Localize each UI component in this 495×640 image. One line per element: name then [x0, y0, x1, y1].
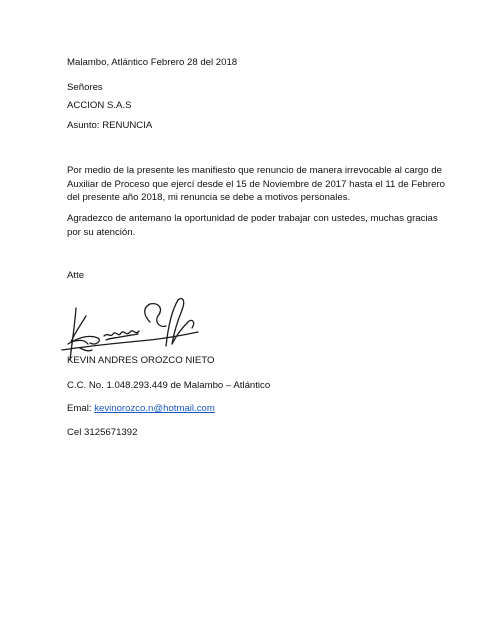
body-paragraph [67, 164, 445, 205]
signer-name: KEVIN ANDRES OROZCO NIETO [67, 355, 215, 366]
thanks-paragraph [67, 212, 437, 239]
email-line [67, 403, 215, 415]
email-label: Emal: [67, 403, 95, 414]
phone-line: Cel 3125671392 [67, 427, 138, 438]
thanks-line: por su atención. [67, 226, 136, 238]
closing: Atte [67, 270, 85, 281]
email-link[interactable]: kevinorozco.n@hotmail.com [94, 403, 215, 414]
thanks-line: Agradezco de antemano la oportunidad de poder trabajar con ustedes, muchas gracias [67, 213, 438, 224]
subject-line: Asunto: RENUNCIA [67, 120, 153, 131]
body-line: Por medio de la presente les manifiesto que renuncio de manera irrevocable al cargo de [67, 165, 442, 176]
body-line: del presente año 2018, mi renuncia se debe a motivos personales. [67, 192, 351, 203]
salutation: Señores [67, 82, 103, 93]
id-line: C.C. No. 1.048.293.449 de Malambo – Atlántico [67, 380, 271, 391]
body-line: Auxiliar de Proceso que ejercí desde el 15 de Noviembre de 2017 hasta el 11 de Febrero [67, 178, 445, 190]
company-name: ACCION S.A.S [67, 100, 132, 111]
place-date: Malambo, Atlántico Febrero 28 del 2018 [67, 57, 238, 68]
